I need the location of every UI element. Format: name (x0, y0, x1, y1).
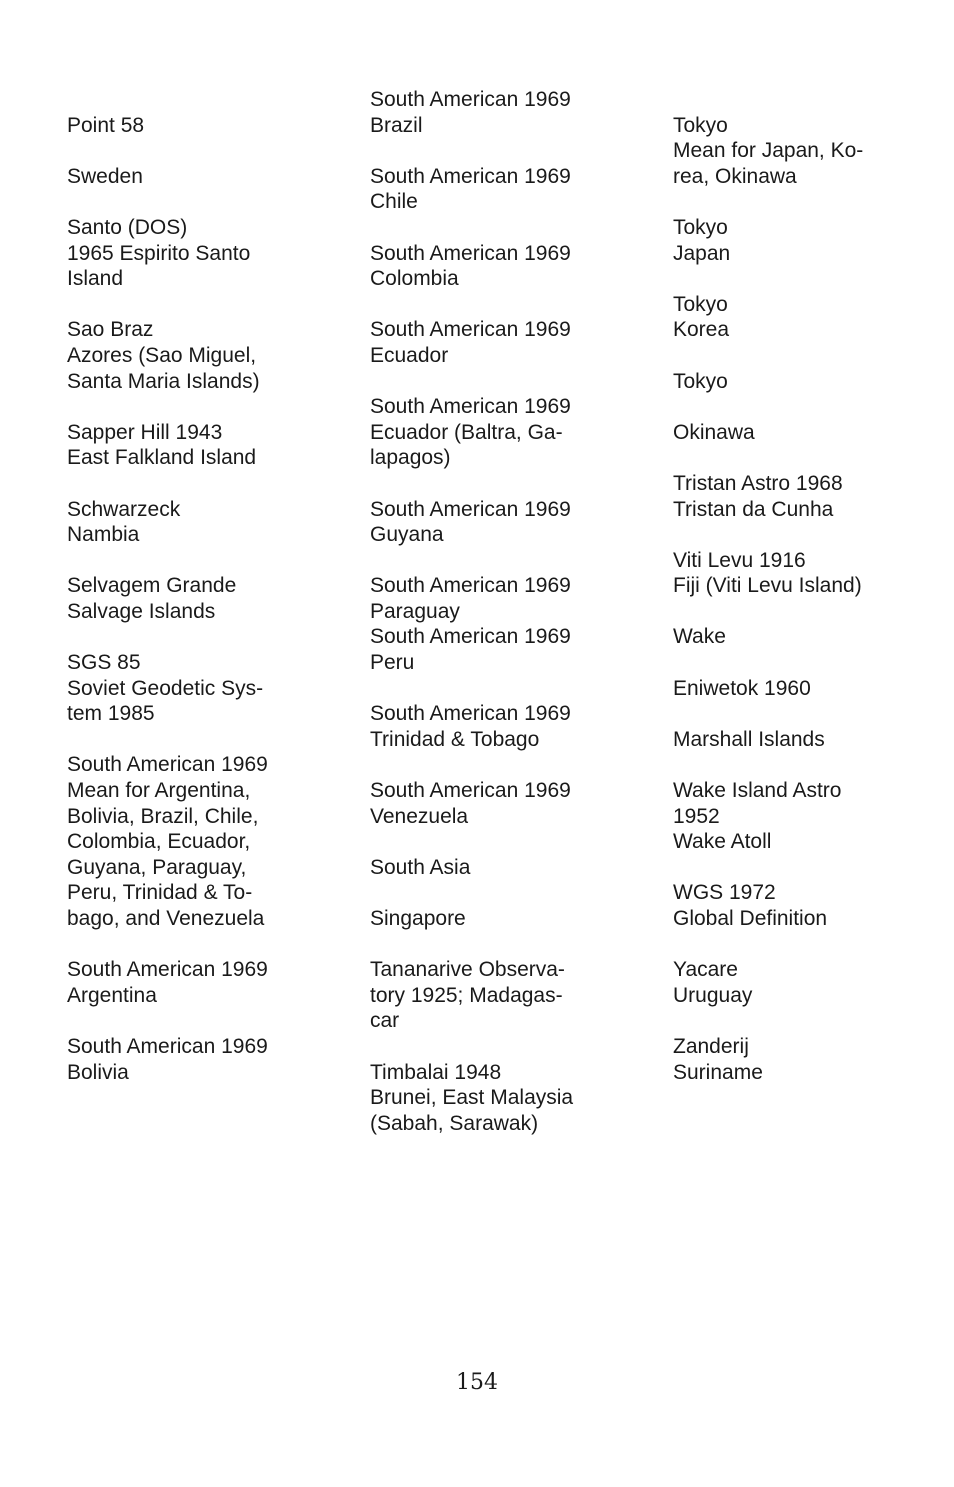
blank-line (67, 138, 337, 164)
blank-line (673, 1008, 943, 1034)
blank-line (370, 292, 640, 318)
entry-line: South American 1969 (67, 1034, 268, 1058)
entry-line: South American 1969 (370, 395, 571, 419)
entry-line: Timbalai 1948 (370, 1060, 502, 1084)
entry-line: South American 1969 (370, 318, 571, 342)
entry-line: Island (67, 267, 124, 291)
blank-line (67, 394, 337, 420)
entry-line: South American 1969 (67, 958, 268, 982)
entry-line: Salvage Islands (67, 599, 216, 623)
entry-line: South American 1969 (370, 241, 571, 265)
entry-line: Marshall Islands (673, 727, 825, 751)
entry-line: tem 1985 (67, 702, 155, 726)
entry-line: Brazil (370, 113, 423, 137)
blank-line (370, 369, 640, 395)
column-middle (370, 87, 640, 1136)
blank-line (370, 676, 640, 702)
entry-line: Mean for Japan, Ko- (673, 139, 864, 163)
blank-line (67, 471, 337, 497)
blank-line (673, 752, 943, 778)
entry-line: Wake Atoll (673, 830, 772, 854)
entry-line: Sweden (67, 164, 143, 188)
entry-line: Colombia, Ecuador, (67, 830, 251, 854)
entry-line: bago, and Venezuela (67, 907, 265, 930)
entry-line: lapagos) (370, 446, 451, 470)
entry-line: Yacare (673, 958, 738, 982)
blank-line (67, 548, 337, 574)
entry-line: Eniwetok 1960 (673, 676, 811, 700)
entry-line: Wake (673, 625, 726, 649)
entry-line: Schwarzeck (67, 497, 181, 521)
entry-line: Ecuador (Baltra, Ga- (370, 420, 563, 444)
blank-line (67, 189, 337, 215)
entry-line: Bolivia (67, 1060, 129, 1084)
blank-line (673, 932, 943, 958)
entry-line: East Falkland Island (67, 446, 257, 470)
entry-line: Azores (Sao Miguel, (67, 343, 257, 367)
entry-line: Brunei, East Malaysia (370, 1086, 574, 1110)
entry-line: Tokyo (673, 292, 728, 316)
entry-line: South American 1969 (370, 88, 571, 111)
entry-line: tory 1925; Madagas- (370, 983, 563, 1007)
entry-line: Ecuador (370, 343, 449, 367)
entry-line: Venezuela (370, 804, 469, 828)
entry-line: Nambia (67, 523, 140, 547)
entry-line: Japan (673, 241, 731, 265)
entry-line: Viti Levu 1916 (673, 548, 806, 572)
blank-line (370, 829, 640, 855)
entry-line: (Sabah, Sarawak) (370, 1111, 539, 1135)
entry-line: Selvagem Grande (67, 574, 237, 598)
entry-line: Chile (370, 190, 418, 214)
entry-line: Santo (DOS) (67, 215, 188, 239)
blank-line (673, 445, 943, 471)
blank-line (673, 522, 943, 548)
page-number: 154 (456, 1370, 498, 1395)
column-right (673, 87, 943, 1085)
entry-line: Peru, Trinidad & To- (67, 881, 253, 905)
blank-line (370, 215, 640, 241)
blank-line (673, 343, 943, 369)
entry-line: Guyana (370, 523, 444, 547)
entry-line: Global Definition (673, 907, 828, 930)
entry-line: Tristan da Cunha (673, 497, 834, 521)
entry-line: Mean for Argentina, (67, 779, 251, 803)
blank-line (67, 727, 337, 753)
entry-line: Sapper Hill 1943 (67, 420, 223, 444)
entry-line: South American 1969 (370, 702, 571, 726)
entry-line: Tokyo (673, 113, 728, 137)
entry-line: Bolivia, Brazil, Chile, (67, 804, 259, 828)
blank-line (673, 87, 943, 113)
blank-line (673, 189, 943, 215)
entry-line: Korea (673, 318, 730, 342)
entry-line: Argentina (67, 983, 157, 1007)
blank-line (673, 701, 943, 727)
entry-line: South American 1969 (370, 497, 571, 521)
entry-line: Tokyo (673, 215, 728, 239)
blank-line (67, 624, 337, 650)
entry-line: South American 1969 (67, 753, 268, 777)
entry-line: Uruguay (673, 983, 753, 1007)
entry-line: Paraguay (370, 599, 460, 623)
entry-line: Trinidad & Tobago (370, 727, 540, 751)
entry-line: Peru (370, 651, 415, 675)
entry-line: Point 58 (67, 113, 145, 137)
entry-line: South American 1969 (370, 779, 571, 803)
blank-line (673, 266, 943, 292)
blank-line (370, 880, 640, 906)
blank-line (673, 855, 943, 881)
blank-line (67, 1008, 337, 1034)
entry-line: Santa Maria Islands) (67, 369, 260, 393)
entry-line: Soviet Geodetic Sys- (67, 676, 264, 700)
blank-line (370, 1034, 640, 1060)
blank-line (370, 548, 640, 574)
entry-line: South American 1969 (370, 164, 571, 188)
entry-line: Okinawa (673, 420, 755, 444)
entry-line: Wake Island Astro (673, 779, 842, 803)
column-left (67, 87, 337, 1085)
entry-line: WGS 1972 (673, 881, 776, 905)
blank-line (370, 138, 640, 164)
entry-line: 1952 (673, 804, 720, 828)
blank-line (67, 292, 337, 318)
entry-line: Sao Braz (67, 318, 154, 342)
blank-line (370, 752, 640, 778)
entry-line: Tristan Astro 1968 (673, 471, 843, 495)
entry-line: South Asia (370, 855, 471, 879)
entry-line: rea, Okinawa (673, 164, 797, 188)
blank-line (67, 87, 337, 113)
blank-line (673, 599, 943, 625)
entry-line: Colombia (370, 267, 459, 291)
entry-line: Guyana, Paraguay, (67, 855, 247, 879)
entry-line: SGS 85 (67, 651, 141, 675)
blank-line (673, 394, 943, 420)
entry-line: Tananarive Observa- (370, 958, 565, 982)
entry-line: South American 1969 (370, 574, 571, 598)
entry-line: Tokyo (673, 369, 728, 393)
blank-line (370, 471, 640, 497)
blank-line (673, 650, 943, 676)
blank-line (370, 932, 640, 958)
entry-line: car (370, 1009, 400, 1033)
entry-line: Suriname (673, 1060, 763, 1084)
entry-line: 1965 Espirito Santo (67, 241, 251, 265)
entry-line: Zanderij (673, 1034, 749, 1058)
entry-line: Fiji (Viti Levu Island) (673, 574, 862, 598)
blank-line (67, 932, 337, 958)
entry-line: Singapore (370, 907, 466, 930)
entry-line: South American 1969 (370, 625, 571, 649)
